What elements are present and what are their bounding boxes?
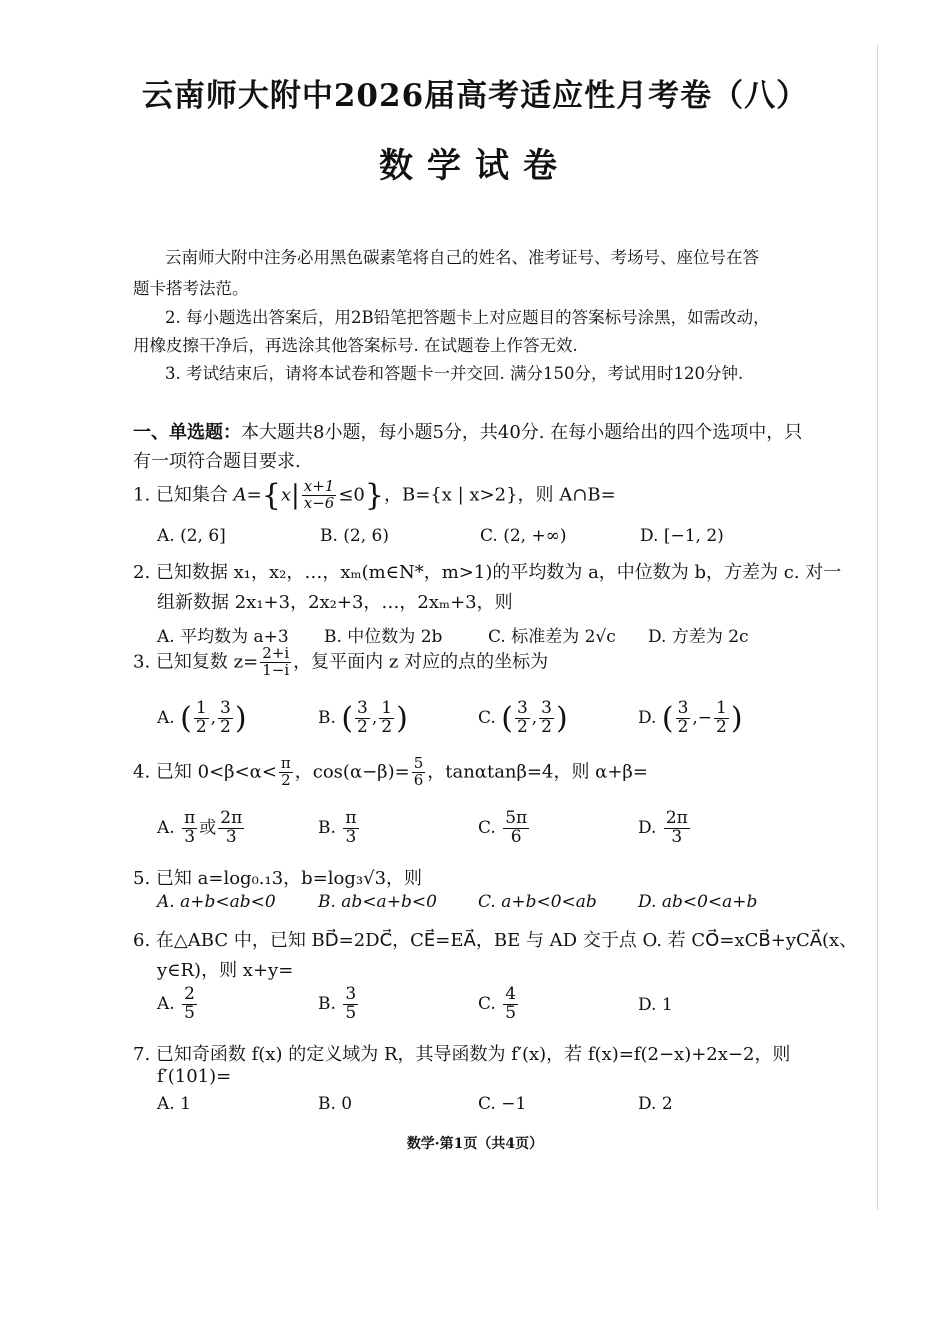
q3-option-d-paren-close: ) xyxy=(730,700,743,736)
q4-a-n2: 2π xyxy=(220,808,243,828)
q6-option-a-frac xyxy=(182,986,197,1023)
q1-set-a: A= xyxy=(233,484,262,506)
q1-x: x xyxy=(280,484,291,506)
q3-option-c-paren-open: ( xyxy=(501,700,513,736)
q2-option-a: A. 平均数为 a+3 xyxy=(157,627,289,647)
q4-a-d2: 3 xyxy=(225,826,237,847)
q3-text-a: 已知复数 z= xyxy=(155,651,259,673)
question-6-line-1 xyxy=(133,926,857,952)
q2-option-c: C. 标准差为 2√c xyxy=(488,627,616,647)
q2-num: 2. xyxy=(133,562,151,583)
q4-d-d: 3 xyxy=(671,826,683,847)
q3-option-c: C. ( $\frac{3}{2}$ , $\frac{3}{2}$ ) xyxy=(478,698,568,737)
q6-a-d: 5 xyxy=(184,1002,195,1023)
q5-text: 已知 a=log₀.₁3，b=log₃√3，则 xyxy=(155,868,423,889)
question-3 xyxy=(133,646,548,679)
q4-option-d xyxy=(638,810,692,847)
q3-b-d2: 2 xyxy=(381,716,393,737)
q4-num: 4. xyxy=(133,761,151,783)
note-line-3: 3. 考试结束后，请将本试卷和答题卡一并交回. 满分150分，考试用时120分钟. xyxy=(165,364,744,383)
q4-option-c xyxy=(478,810,531,847)
q3-a-d2: 2 xyxy=(220,716,231,737)
q3-text-b: ，复平面内 z 对应的点的坐标为 xyxy=(293,651,549,673)
question-4 xyxy=(133,756,648,789)
q3-option-d-frac-1 xyxy=(676,700,691,737)
q3-option-d: D. ( $\frac{3}{2}$ ,− $\frac{1}{2}$ ) xyxy=(638,698,743,737)
q3-option-c-label: C. xyxy=(478,707,496,728)
q3-c-n1: 3 xyxy=(516,698,528,718)
q3-option-b-frac-1 xyxy=(355,700,370,737)
q4-a-d1: 3 xyxy=(184,826,196,847)
q6-b-d: 5 xyxy=(345,1002,357,1023)
q3-b-d1: 2 xyxy=(357,716,368,737)
q4-a-n1: π xyxy=(184,808,196,828)
q2-option-b: B. 中位数为 2b xyxy=(324,627,443,647)
question-5 xyxy=(133,864,422,890)
q1-cond: ≤0 xyxy=(338,484,365,506)
q3-b-n1: 3 xyxy=(357,698,368,718)
q4-c-n2: 5π xyxy=(505,808,528,828)
question-6-line-2: y∈R)，则 x+y= xyxy=(157,960,294,981)
q3-frac-num: 2+i xyxy=(262,644,290,662)
exam-subtitle: 数学试卷 xyxy=(379,146,571,186)
q4-option-a-frac-1 xyxy=(182,810,197,847)
q7-option-b: B. 0 xyxy=(318,1094,353,1114)
q1-brace-close: } xyxy=(364,478,384,513)
section-1-desc-2: 有一项符合题目要求. xyxy=(133,451,301,472)
q7-text-1: 已知奇函数 f(x) 的定义域为 R，其导函数为 f′(x)，若 f(x)=f(2−x)+2x−2，则 xyxy=(155,1044,791,1065)
q3-option-a-frac-2 xyxy=(218,700,233,737)
q1-text: 已知集合 xyxy=(155,484,228,506)
q4-option-c-frac xyxy=(503,810,529,847)
note-line-1b: 题卡搭考法范。 xyxy=(133,279,249,298)
q4-option-a-label: A. xyxy=(157,817,175,838)
q4-option-d-label: D. xyxy=(638,817,657,838)
q4-text-b: ，cos(α−β)= xyxy=(294,761,410,783)
q3-option-b-frac-2 xyxy=(379,700,394,737)
q7-option-d: D. 2 xyxy=(638,1094,673,1114)
note-line-2b: 用橡皮擦干净后，再选涂其他答案标号. 在试题卷上作答无效. xyxy=(133,336,578,355)
q3-option-d-sign: − xyxy=(697,707,713,728)
note-line-1: 云南师大附中注务必用黑色碳素笔将自己的姓名、准考证号、考场号、座位号在答 xyxy=(165,248,759,267)
q3-num: 3. xyxy=(133,651,151,673)
q1-option-b: B. (2, 6) xyxy=(320,526,390,546)
q3-option-b-paren-close: ) xyxy=(396,700,408,736)
q1-frac-num: x+1 xyxy=(303,477,335,496)
q4-text-a: 已知 0<β<α< xyxy=(155,761,277,783)
q6-option-a xyxy=(157,986,199,1023)
q6-option-c-label: C. xyxy=(478,993,496,1014)
q6-c-d: 5 xyxy=(505,1002,517,1023)
q5-option-c: C. a+b<0<ab xyxy=(478,892,597,912)
q6-option-c-frac xyxy=(503,986,518,1023)
q1-frac-den: x−6 xyxy=(303,494,335,512)
q3-a-n2: 3 xyxy=(220,698,231,718)
q4-option-a-frac-2 xyxy=(218,810,244,847)
q3-option-c-frac-1 xyxy=(515,700,530,737)
q1-fraction xyxy=(302,479,337,512)
q4-c-n: 5 xyxy=(413,754,424,772)
q3-c-n2: 3 xyxy=(541,698,552,718)
q1-brace-open: { xyxy=(261,478,281,513)
q4-option-b-frac xyxy=(343,810,358,847)
question-1 xyxy=(133,478,616,513)
q4-b-n: π xyxy=(345,808,357,828)
q3-fraction xyxy=(260,646,291,679)
q4-pi-d: 2 xyxy=(281,770,291,789)
q6-option-d: D. 1 xyxy=(638,995,673,1015)
q6-text-1: 在△ABC 中，已知 BD⃗=2DC⃗，CE⃗=EA⃗，BE 与 AD 交于点 O. 若 CO⃗=xCB⃗+yCA⃗(x、 xyxy=(155,930,858,951)
q3-option-d-label: D. xyxy=(638,707,657,728)
q4-option-b-label: B. xyxy=(318,817,336,838)
question-7-line-2: f′(101)= xyxy=(157,1066,232,1087)
q4-b-d: 3 xyxy=(345,826,357,847)
q1-rest: ，B={x | x>2}，则 A∩B= xyxy=(383,484,616,506)
q7-num: 7. xyxy=(133,1044,151,1065)
q4-cos-frac xyxy=(412,756,426,789)
section-1-title: 一、单选题： xyxy=(133,422,241,443)
q5-option-a: A. a+b<ab<0 xyxy=(157,892,276,912)
q3-option-d-paren-open: ( xyxy=(661,700,674,736)
q7-option-c: C. −1 xyxy=(478,1094,527,1114)
q2-text-1: 已知数据 x₁，x₂，…，xₘ(m∈N*，m>1)的平均数为 a，中位数为 b，方差为 c. 对一 xyxy=(155,562,842,583)
q4-c-d: 6 xyxy=(413,770,424,789)
q4-option-d-frac xyxy=(664,810,690,847)
q6-option-b xyxy=(318,986,360,1023)
q5-option-b: B. ab<a+b<0 xyxy=(318,892,437,912)
q3-d-d1: 2 xyxy=(677,716,689,737)
page-edge-line xyxy=(877,45,878,1210)
q4-option-c-label: C. xyxy=(478,817,496,838)
q6-b-n: 3 xyxy=(345,984,357,1004)
q6-c-n: 4 xyxy=(505,984,517,1004)
q1-option-a: A. (2, 6] xyxy=(157,526,226,546)
q3-c-d2: 2 xyxy=(541,716,552,737)
q3-option-b-label: B. xyxy=(318,707,336,728)
q4-option-a xyxy=(157,810,246,847)
question-7-line-1 xyxy=(133,1040,790,1066)
question-2-line-2: 组新数据 2x₁+3，2x₂+3，…，2xₘ+3，则 xyxy=(157,592,513,613)
q6-option-c xyxy=(478,986,520,1023)
q3-option-c-frac-2 xyxy=(539,700,554,737)
q3-b-n2: 1 xyxy=(381,698,393,718)
question-2-line-1 xyxy=(133,558,841,584)
q3-option-a-label: A. xyxy=(157,707,175,728)
section-1-heading xyxy=(133,418,802,444)
q1-option-d: D. [−1, 2) xyxy=(640,526,724,546)
exam-title: 云南师大附中2026届高考适应性月考卷（八） xyxy=(141,78,809,114)
q3-option-a-frac-1 xyxy=(194,700,209,737)
q3-d-d2: 2 xyxy=(716,716,727,737)
q6-num: 6. xyxy=(133,930,151,951)
q1-num: 1. xyxy=(133,484,151,506)
q3-frac-den: 1−i xyxy=(262,660,290,679)
q3-option-a: A. ( $\frac{1}{2}$ , $\frac{3}{2}$ ) xyxy=(157,698,247,737)
q1-option-c: C. (2, +∞) xyxy=(480,526,567,546)
q3-a-d1: 2 xyxy=(195,716,207,737)
q4-text-c: ，tanαtanβ=4，则 α+β= xyxy=(427,761,648,783)
page-footer: 数学·第1页（共4页） xyxy=(406,1136,544,1152)
q6-option-a-label: A. xyxy=(157,993,175,1014)
q3-option-d-frac-2 xyxy=(714,700,729,737)
q2-option-d: D. 方差为 2c xyxy=(648,627,749,647)
q3-option-b: B. ( $\frac{3}{2}$ , $\frac{1}{2}$ ) xyxy=(318,698,408,737)
q3-option-a-paren-close: ) xyxy=(234,700,247,736)
q3-a-n1: 1 xyxy=(195,698,207,718)
q4-option-b xyxy=(318,810,361,847)
note-line-2: 2. 每小题选出答案后，用2B铅笔把答题卡上对应题目的答案标号涂黑，如需改动， xyxy=(165,308,770,327)
q3-option-b-paren-open: ( xyxy=(341,700,354,736)
q4-d-n: 2π xyxy=(665,808,688,828)
q4-c-d2: 6 xyxy=(510,826,522,847)
q5-num: 5. xyxy=(133,868,151,889)
q7-option-a: A. 1 xyxy=(157,1094,191,1114)
q5-option-d: D. ab<0<a+b xyxy=(638,892,758,912)
q1-bar: | xyxy=(291,480,300,511)
q3-option-a-paren-open: ( xyxy=(180,700,192,736)
q4-pi-frac xyxy=(279,756,293,789)
section-1-desc: 本大题共8小题，每小题5分，共40分. 在每小题给出的四个选项中，只 xyxy=(241,422,803,443)
q4-a-or: 或 xyxy=(199,817,217,838)
q6-option-b-label: B. xyxy=(318,993,336,1014)
q3-option-c-paren-close: ) xyxy=(556,700,568,736)
q3-d-n2: 1 xyxy=(716,698,727,718)
q4-pi-n: π xyxy=(280,754,291,772)
q6-a-n: 2 xyxy=(184,984,195,1004)
q3-c-d1: 2 xyxy=(516,716,528,737)
q6-option-b-frac xyxy=(343,986,358,1023)
q3-d-n1: 3 xyxy=(677,698,689,718)
